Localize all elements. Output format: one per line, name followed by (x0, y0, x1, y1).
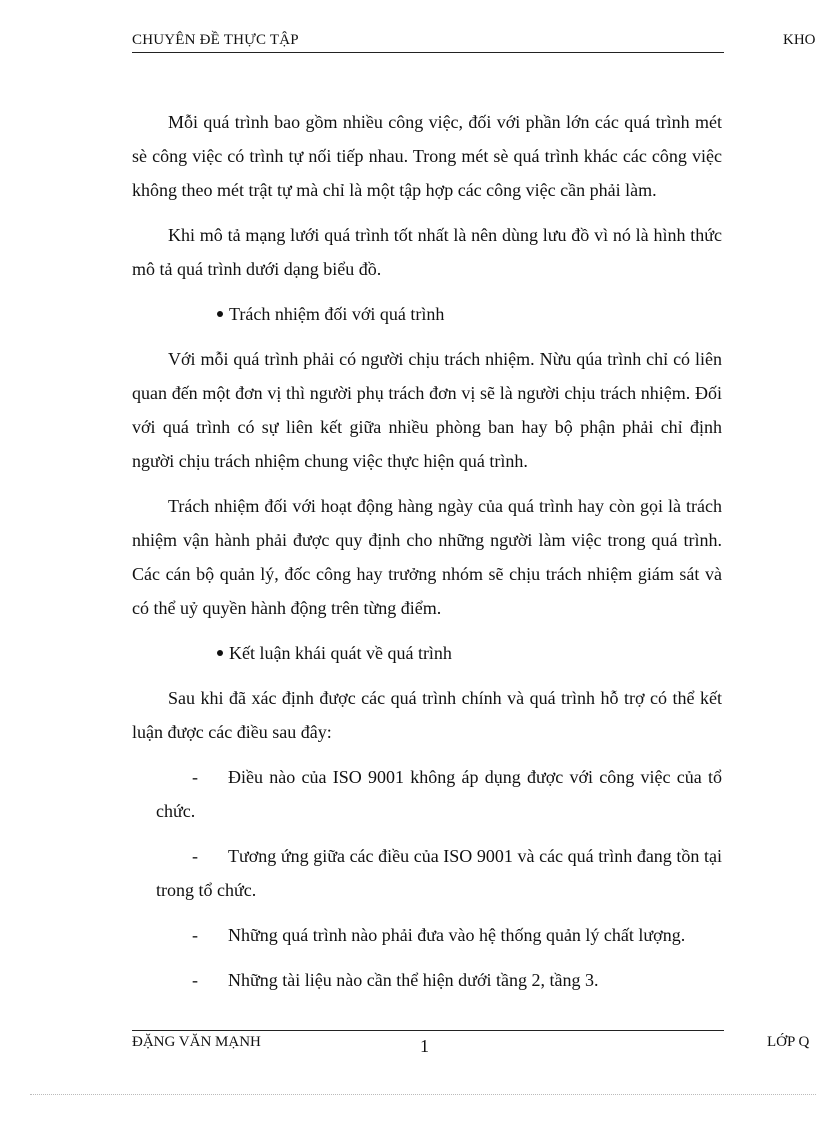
list-item (132, 760, 722, 828)
bullet-heading (132, 636, 722, 670)
dash-marker: - (192, 767, 198, 787)
document-body (132, 105, 722, 1008)
bullet-heading-text: Trách nhiệm đối với quá trình (229, 304, 445, 324)
page-number: 1 (420, 1036, 429, 1056)
header-right-text: KHO (783, 32, 816, 48)
list-item (132, 963, 722, 997)
dash-marker: - (192, 925, 198, 945)
paragraph: Với mỗi quá trình phải có người chịu trách nhiệm. Nừu qúa trình chỉ có liên quan đến một đơn vị thì người phụ trách đơn vị sẽ là người chịu trách nhiệm. Đối với quá trình có sự liên kết giữa nhiều phòng ban hay bộ phận phải chỉ định người chịu trách nhiệm chung việc thực hiện quá trình. (132, 349, 722, 471)
list-item-text: Điều nào của ISO 9001 không áp dụng được với công việc của tổ chức. (156, 767, 722, 821)
list-item (132, 839, 722, 907)
list-item-text: Những quá trình nào phải đưa vào hệ thống quản lý chất lượng. (228, 925, 686, 945)
paragraph: Sau khi đã xác định được các quá trình chính và quá trình hỗ trợ có thể kết luận được các điều sau đây: (132, 688, 722, 742)
footer-right-text: LỚP Q (767, 1034, 810, 1050)
paragraph: Khi mô tả mạng lưới quá trình tốt nhất là nên dùng lưu đồ vì nó là hình thức mô tả quá trình dưới dạng biểu đồ. (132, 225, 722, 279)
list-item (132, 918, 722, 952)
dash-marker: - (192, 970, 198, 990)
bullet-dot-icon (217, 311, 223, 317)
paragraph: Mỗi quá trình bao gồm nhiều công việc, đối với phần lớn các quá trình mét sè công việc có trình tự nối tiếp nhau. Trong mét sè quá trình khác các công việc không theo mét trật tự mà chỉ là một tập hợp các công việc cần phải làm. (132, 112, 722, 200)
header-title: CHUYÊN ĐỀ THỰC TẬP (132, 32, 299, 48)
bullet-dot-icon (217, 650, 223, 656)
list-item-text: Tương ứng giữa các điều của ISO 9001 và các quá trình đang tồn tại trong tổ chức. (156, 846, 722, 900)
bullet-heading (132, 297, 722, 331)
dash-marker: - (192, 846, 198, 866)
footer-rule (132, 1030, 724, 1031)
footer-author: ĐẶNG VĂN MẠNH (132, 1034, 261, 1050)
header-rule (132, 52, 724, 53)
bullet-heading-text: Kết luận khái quát về quá trình (229, 643, 452, 663)
page-break-divider (30, 1094, 816, 1095)
paragraph: Trách nhiệm đối với hoạt động hàng ngày của quá trình hay còn gọi là trách nhiệm vận hành phải được quy định cho những người làm việc trong quá trình. Các cán bộ quản lý, đốc công hay trưởng nhóm sẽ chịu trách nhiệm giám sát và có thể uỷ quyền hành động trên từng điểm. (132, 496, 722, 618)
list-item-text: Những tài liệu nào cần thể hiện dưới tầng 2, tầng 3. (228, 970, 599, 990)
